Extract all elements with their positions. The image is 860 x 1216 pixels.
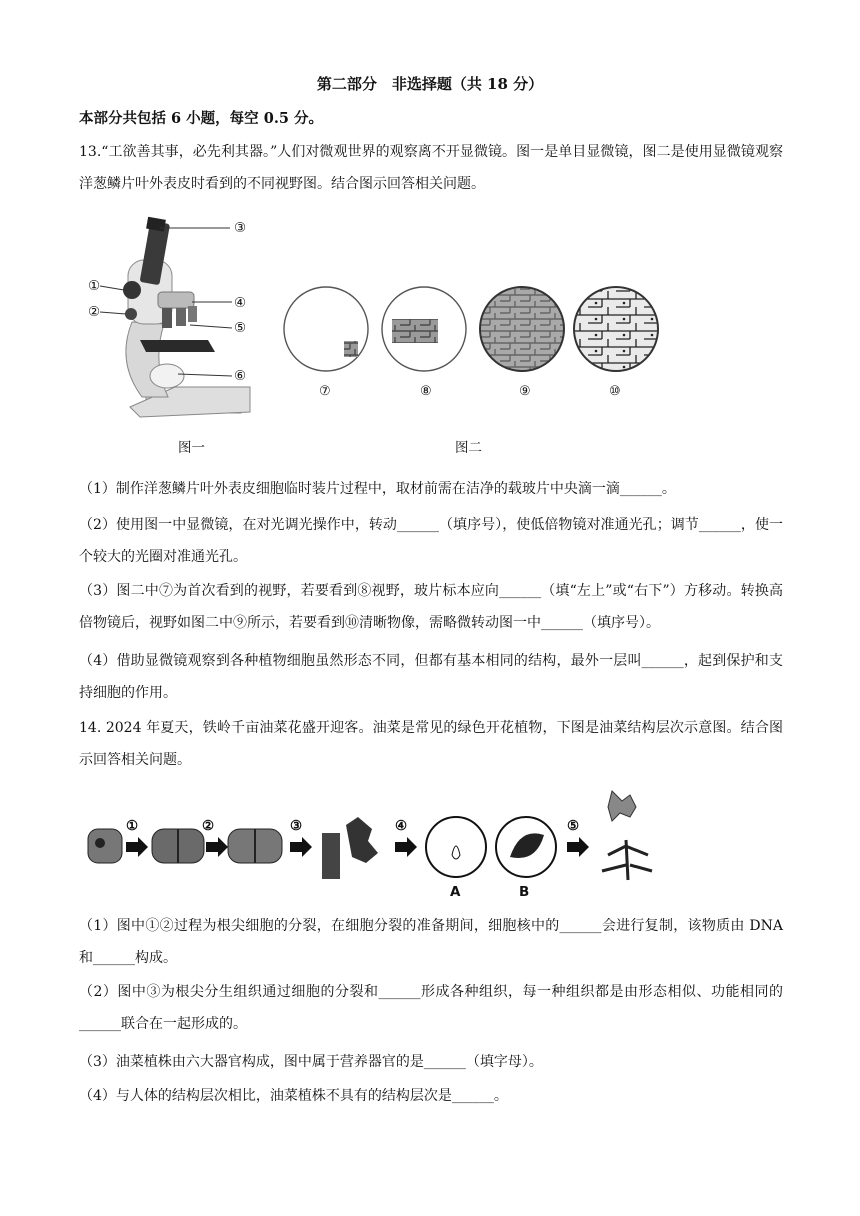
organ-label-a: A — [450, 884, 461, 900]
label-5: ⑤ — [234, 320, 247, 336]
q13-sub4: （4）借助显微镜观察到各种植物细胞虽然形态不同，但都有基本相同的结构，最外一层叫______，起到保护和支持细胞的作用。 — [79, 653, 783, 701]
step-1: ① — [126, 818, 139, 834]
levels-figure — [80, 785, 680, 900]
step-5: ⑤ — [567, 818, 580, 834]
figure-1-caption: 图一 — [178, 440, 205, 456]
label-8: ⑧ — [420, 384, 432, 399]
label-10: ⑩ — [609, 384, 621, 399]
q13-intro: 13.“工欲善其事，必先利其器。”人们对微观世界的观察离不开显微镜。图一是单目显微镜，图二是使用显微镜观察洋葱鳞片叶外表皮时看到的不同视野图。结合图示回答相关问题。 — [79, 144, 783, 192]
label-9: ⑨ — [519, 384, 531, 399]
step-4: ④ — [395, 818, 408, 834]
label-4: ④ — [234, 295, 247, 311]
label-1: ① — [88, 278, 101, 294]
label-6: ⑥ — [234, 368, 247, 384]
q14-intro: 14. 2024 年夏天，铁岭千亩油菜花盛开迎客。油菜是常见的绿色开花植物，下图是油菜结构层次示意图。结合图示回答相关问题。 — [79, 720, 783, 768]
section-note: 本部分共包括 6 小题，每空 0.5 分。 — [79, 110, 324, 127]
section-title: 第二部分 非选择题（共 18 分） — [316, 75, 544, 93]
microscope-figure — [80, 212, 260, 427]
view-fields-figure — [280, 283, 670, 383]
label-2: ② — [88, 304, 101, 320]
q14-sub3: （3）油菜植株由六大器官构成，图中属于营养器官的是______（填字母）。 — [79, 1054, 543, 1070]
organ-label-b: B — [519, 884, 530, 900]
q14-sub1: （1）图中①②过程为根尖细胞的分裂，在细胞分裂的准备期间，细胞核中的______会进行复制，该物质由 DNA 和______构成。 — [79, 918, 783, 966]
q14-sub2: （2）图中③为根尖分生组织通过细胞的分裂和______形成各种组织，每一种组织都是由形态相似、功能相同的______联合在一起形成的。 — [79, 984, 783, 1032]
q14-sub4: （4）与人体的结构层次相比，油菜植株不具有的结构层次是______。 — [79, 1088, 508, 1104]
figure-2-caption: 图二 — [455, 440, 482, 456]
label-3: ③ — [234, 220, 247, 236]
q13-sub2: （2）使用图一中显微镜，在对光调光操作中，转动______（填序号），使低倍物镜对准通光孔；调节______，使一个较大的光圈对准通光孔。 — [79, 517, 783, 565]
label-7: ⑦ — [319, 384, 331, 399]
q13-sub3: （3）图二中⑦为首次看到的视野，若要看到⑧视野，玻片标本应向______（填“左上”或“右下”）方移动。转换高倍物镜后，视野如图二中⑨所示，若要看到⑩清晰物像，需略微转动图一中______（填序号）。 — [79, 583, 783, 631]
step-2: ② — [202, 818, 215, 834]
step-3: ③ — [290, 818, 303, 834]
q13-sub1: （1）制作洋葱鳞片叶外表皮细胞临时装片过程中，取材前需在洁净的载玻片中央滴一滴______。 — [79, 481, 676, 497]
